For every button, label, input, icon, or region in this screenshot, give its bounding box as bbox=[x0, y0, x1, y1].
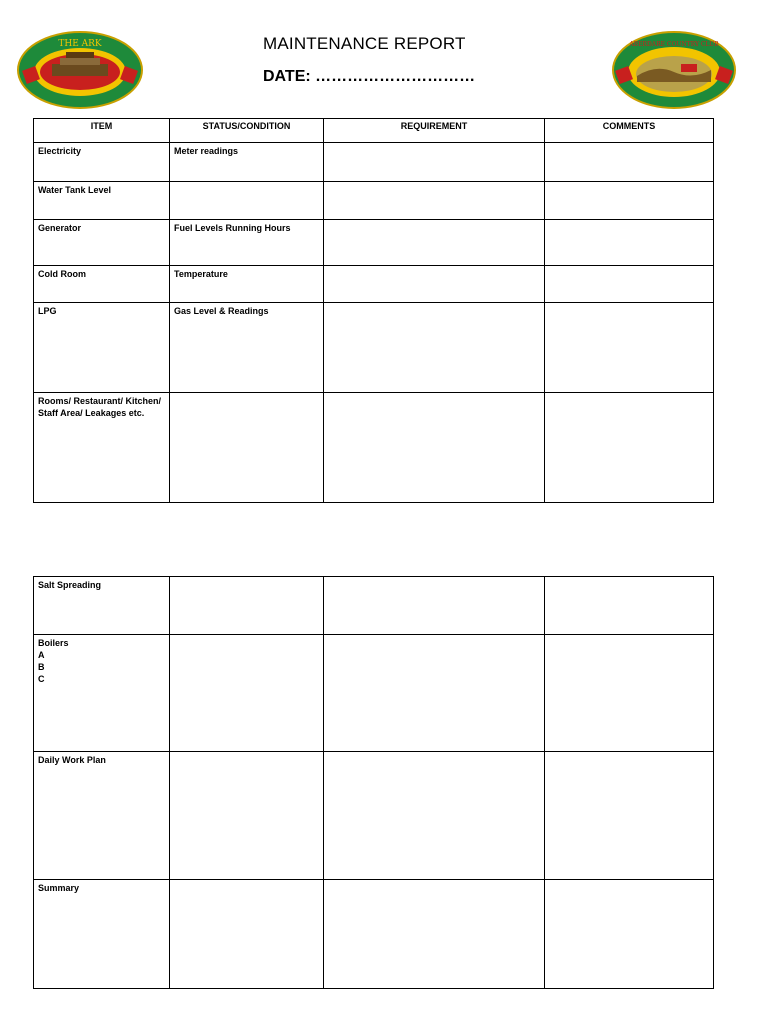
table-row bbox=[34, 220, 714, 266]
table-row bbox=[34, 182, 714, 220]
requirement-cell[interactable] bbox=[324, 266, 545, 303]
comments-cell[interactable] bbox=[545, 182, 714, 220]
row-status[interactable] bbox=[170, 182, 324, 220]
row-item: Water Tank Level bbox=[34, 182, 170, 220]
requirement-cell[interactable] bbox=[324, 393, 545, 503]
comments-cell[interactable] bbox=[545, 220, 714, 266]
requirement-cell[interactable] bbox=[324, 880, 545, 989]
row-status[interactable] bbox=[170, 393, 324, 503]
row-item: Cold Room bbox=[34, 266, 170, 303]
row-item-line: Rooms/ Restaurant/ Kitchen/ bbox=[38, 396, 162, 406]
table-row bbox=[34, 577, 714, 635]
date-field-label: DATE: ………………………… bbox=[263, 68, 476, 85]
row-item: Daily Work Plan bbox=[34, 752, 170, 880]
table-row bbox=[34, 143, 714, 182]
table-row bbox=[34, 752, 714, 880]
table-row bbox=[34, 393, 714, 503]
requirement-cell[interactable] bbox=[324, 635, 545, 752]
page-title: MAINTENANCE REPORT bbox=[263, 34, 466, 53]
requirement-cell[interactable] bbox=[324, 303, 545, 393]
comments-cell[interactable] bbox=[545, 393, 714, 503]
maintenance-table-secondary bbox=[33, 576, 714, 989]
row-item-line: Boilers bbox=[38, 638, 69, 648]
comments-cell[interactable] bbox=[545, 577, 714, 635]
maintenance-table-main bbox=[33, 118, 714, 503]
comments-cell[interactable] bbox=[545, 635, 714, 752]
header-requirement: REQUIREMENT bbox=[324, 119, 545, 143]
row-item: Electricity bbox=[34, 143, 170, 182]
comments-cell[interactable] bbox=[545, 143, 714, 182]
row-item: Salt Spreading bbox=[34, 577, 170, 635]
aberdare-country-club-logo bbox=[611, 30, 737, 115]
row-status: Fuel Levels Running Hours bbox=[170, 220, 324, 266]
row-item bbox=[34, 635, 170, 752]
row-item: Generator bbox=[34, 220, 170, 266]
header-item: ITEM bbox=[34, 119, 170, 143]
header-comments: COMMENTS bbox=[545, 119, 714, 143]
right-logo-text: ABERDARE COUNTRY CLUB bbox=[629, 41, 719, 48]
status-cell[interactable] bbox=[170, 752, 324, 880]
comments-cell[interactable] bbox=[545, 303, 714, 393]
comments-cell[interactable] bbox=[545, 880, 714, 989]
row-item-line: A bbox=[38, 650, 45, 660]
row-status: Gas Level & Readings bbox=[170, 303, 324, 393]
requirement-cell[interactable] bbox=[324, 220, 545, 266]
comments-cell[interactable] bbox=[545, 266, 714, 303]
requirement-cell[interactable] bbox=[324, 577, 545, 635]
requirement-cell[interactable] bbox=[324, 182, 545, 220]
row-item-line: C bbox=[38, 674, 45, 684]
row-status: Meter readings bbox=[170, 143, 324, 182]
row-item: LPG bbox=[34, 303, 170, 393]
table-row bbox=[34, 635, 714, 752]
comments-cell[interactable] bbox=[545, 752, 714, 880]
table-row bbox=[34, 880, 714, 989]
header-status: STATUS/CONDITION bbox=[170, 119, 324, 143]
status-cell[interactable] bbox=[170, 577, 324, 635]
the-ark-logo bbox=[16, 30, 144, 115]
table-row bbox=[34, 266, 714, 303]
requirement-cell[interactable] bbox=[324, 143, 545, 182]
status-cell[interactable] bbox=[170, 880, 324, 989]
row-item-line: B bbox=[38, 662, 45, 672]
left-logo-text: THE ARK bbox=[58, 39, 102, 49]
status-cell[interactable] bbox=[170, 635, 324, 752]
requirement-cell[interactable] bbox=[324, 752, 545, 880]
row-status: Temperature bbox=[170, 266, 324, 303]
table-header-row bbox=[34, 119, 714, 143]
row-item bbox=[34, 393, 170, 503]
table-row bbox=[34, 303, 714, 393]
row-item-line: Staff Area/ Leakages etc. bbox=[38, 408, 145, 418]
row-item: Summary bbox=[34, 880, 170, 989]
